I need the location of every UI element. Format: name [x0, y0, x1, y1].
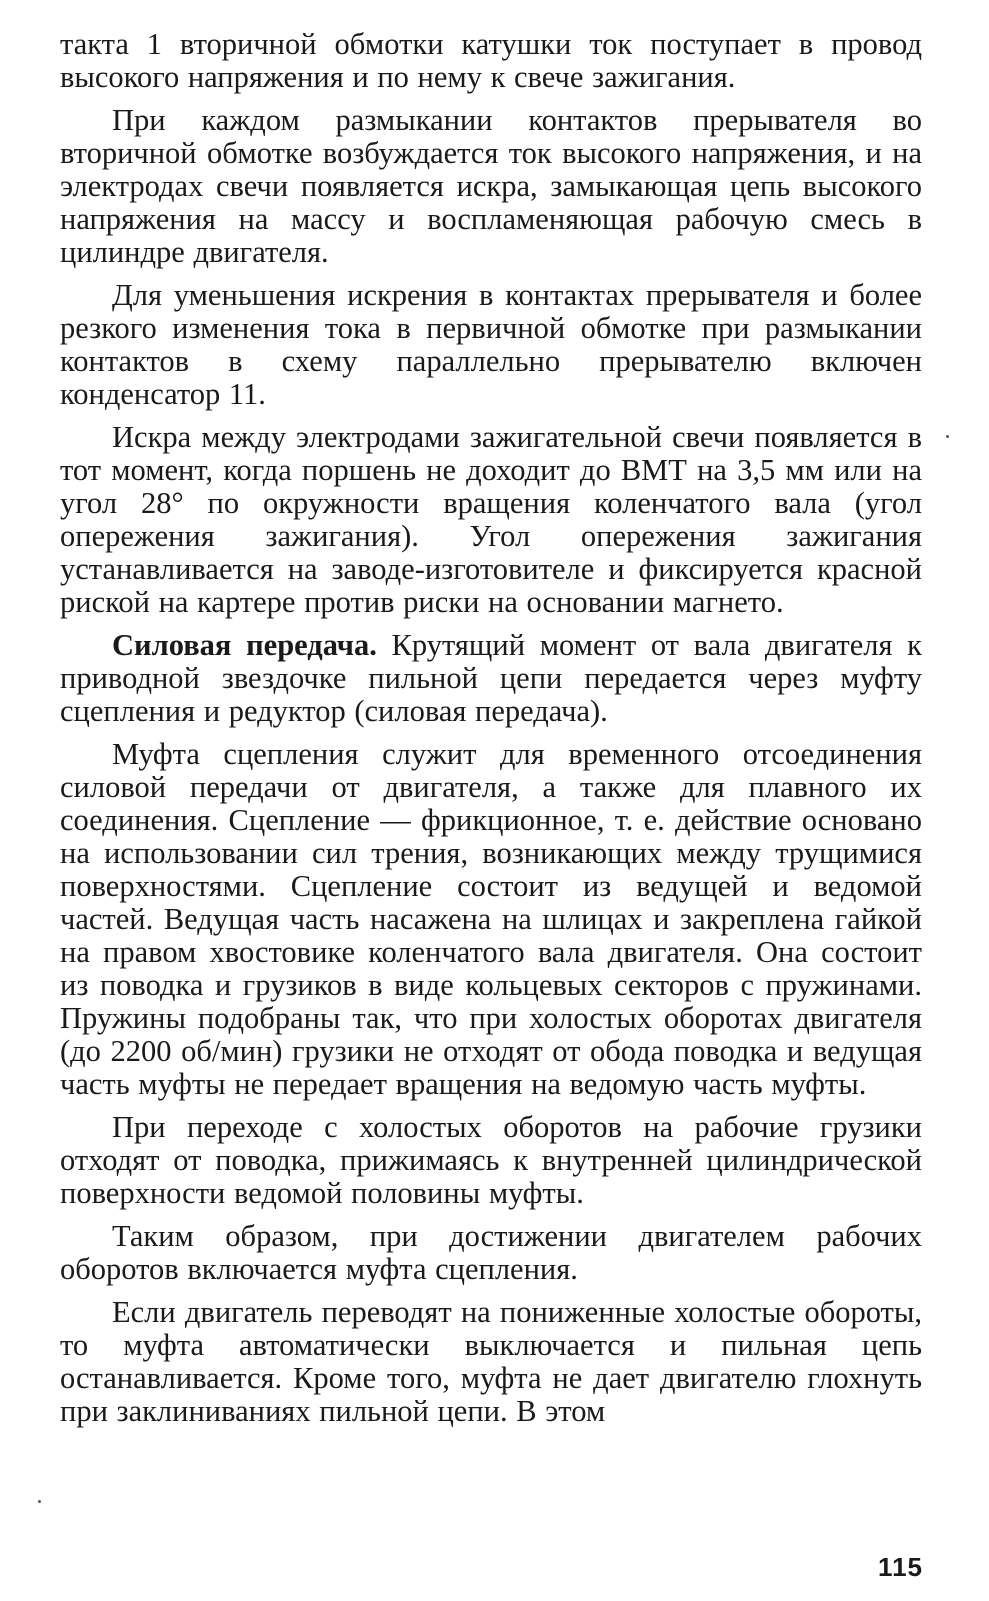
scan-speck: [38, 1500, 41, 1503]
paragraph-6: Муфта сцепления служит для временного отсоединения силовой передачи от двигателя, а также для плавного их соединения. Сцепление — фрикционное, т. е. действие основано на использовании сил трения, возникающих между трущимися поверхностями. Сцепление состоит из ведущей и ведомой частей. Ведущая часть насажена на шлицах и закреплена гайкой на правом хвостовике коленчатого вала двигателя. Она состоит из поводка и грузиков в виде кольцевых секторов с пружинами. Пружины подобраны так, что при холостых оборотах двигателя (до 2200 об/мин) грузики не отходят от обода поводка и ведущая часть муфты не передает вращения на ведомую часть муфты.: [60, 737, 922, 1101]
page-number: 115: [878, 1552, 923, 1582]
paragraph-5: [60, 629, 922, 728]
paragraph-2: При каждом размыкании контактов прерывателя во вторичной обмотке возбуждается ток высокого напряжения, и на электродах свечи появляется искра, замыкающая цепь высокого напряжения на массу и воспламеняющая рабочую смесь в цилиндре двигателя.: [60, 103, 922, 269]
page-body: [60, 28, 922, 1438]
paragraph-8: Таким образом, при достижении двигателем рабочих оборотов включается муфта сцепления.: [60, 1219, 922, 1286]
paragraph-3: Для уменьшения искрения в контактах прерывателя и более резкого изменения тока в первичной обмотке при размыкании контактов в схему параллельно прерывателю включен конденсатор 11.: [60, 278, 922, 411]
paragraph-1: такта 1 вторичной обмотки катушки ток поступает в провод высокого напряжения и по нему к свече зажигания.: [60, 27, 922, 94]
paragraph-4: Искра между электродами зажигательной свечи появляется в тот момент, когда поршень не доходит до ВМТ на 3,5 мм или на угол 28° по окружности вращения коленчатого вала (угол опережения зажигания). Угол опережения зажигания устанавливается на заводе-изготовителе и фиксируется красной риской на картере против риски на основании магнето.: [60, 420, 922, 619]
paragraph-9: Если двигатель переводят на пониженные холостые обороты, то муфта автоматически выключается и пильная цепь останавливается. Кроме того, муфта не дает двигателю глохнуть при заклиниваниях пильной цепи. В этом: [60, 1295, 922, 1428]
paragraph-5-text: Крутящий момент от вала двигателя к приводной звездочке пильной цепи передается через муфту сцепления и редуктор (силовая передача).: [60, 628, 922, 728]
run-in-heading: Силовая передача.: [112, 628, 377, 662]
paragraph-7: При переходе с холостых оборотов на рабочие грузики отходят от поводка, прижимаясь к внутренней цилиндрической поверхности ведомой половины муфты.: [60, 1110, 922, 1210]
scan-speck: [946, 435, 949, 438]
